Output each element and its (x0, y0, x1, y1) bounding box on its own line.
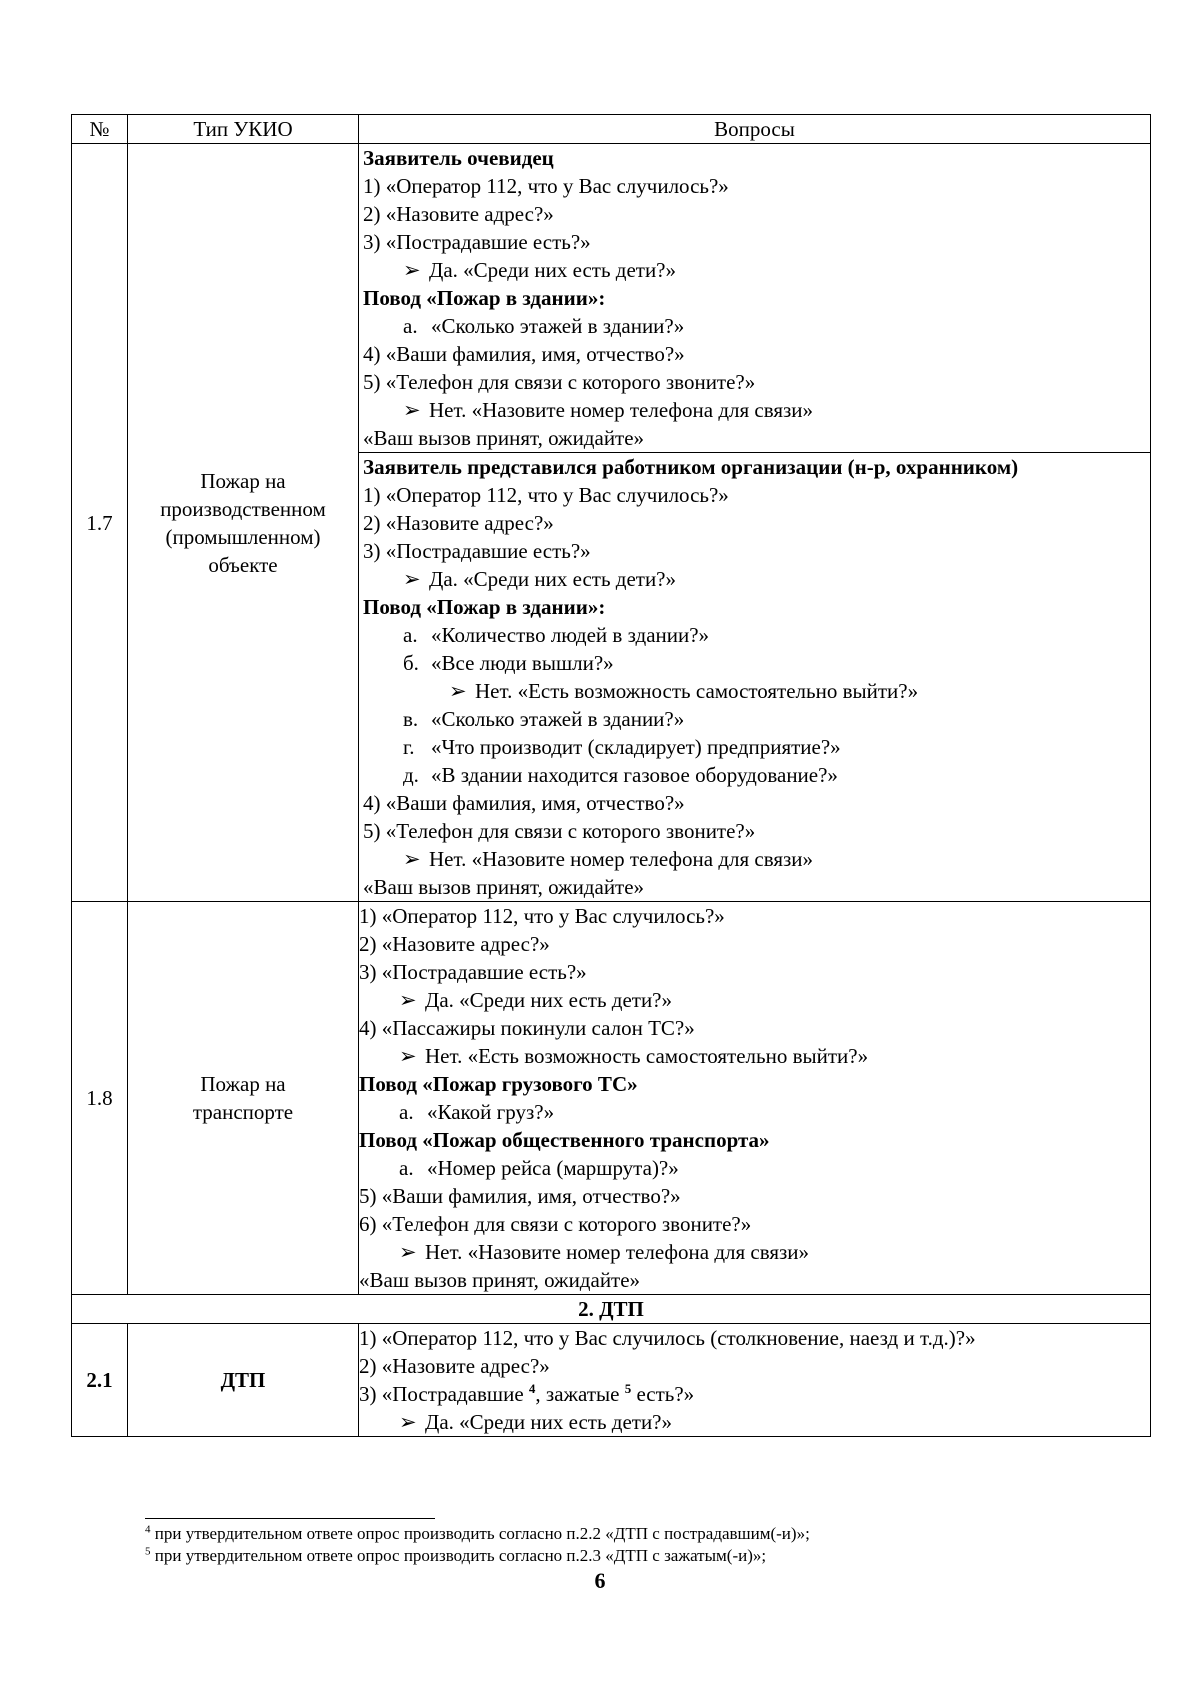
page-number: 6 (594, 1568, 606, 1593)
reason-question-line: в. «Сколько этажей в здании?» (403, 707, 685, 731)
arrow-bullet-icon: ➢ (403, 258, 421, 282)
question-line: 1) «Оператор 112, что у Вас случилось?» (363, 483, 729, 507)
row-type (128, 144, 359, 902)
row-type: ДТП (128, 1324, 359, 1437)
type-line: Пожар на (200, 468, 286, 493)
question-line: 3) «Пострадавшие $^4$, зажатые $^5$ есть?» (359, 1381, 695, 1406)
arrow-bullet-icon: ➢ (403, 847, 421, 871)
sub-answer-line: ➢ Нет. «Назовите номер телефона для связи» (399, 1240, 810, 1264)
row-number: 2.1 (72, 1324, 128, 1437)
sub-answer-line: ➢ Нет. «Назовите номер телефона для связи» (403, 398, 814, 422)
type-line: объекте (208, 552, 278, 577)
footnote-ref[interactable]: 5 (624, 1381, 632, 1396)
arrow-bullet-icon: ➢ (399, 1044, 417, 1068)
question-line: 4) «Пассажиры покинули салон ТС?» (359, 1016, 695, 1040)
question-line: 3) «Пострадавшие есть?» (363, 539, 591, 563)
row-number: 1.8 (72, 902, 128, 1295)
reason-question-line: а. «Номер рейса (маршрута)?» (399, 1156, 679, 1180)
scenario-heading: Заявитель представился работником организации (н-р, охранником) (363, 455, 1019, 479)
reason-question-line: а. «Какой груз?» (399, 1100, 555, 1124)
sub-answer-line: ➢ Нет. «Есть возможность самостоятельно выйти?» (449, 679, 919, 703)
question-line: 1) «Оператор 112, что у Вас случилось?» (363, 174, 729, 198)
row-type (128, 902, 359, 1295)
arrow-bullet-icon: ➢ (399, 1240, 417, 1264)
reason-question-line: г. «Что производит (складирует) предприятие?» (403, 735, 841, 759)
arrow-bullet-icon: ➢ (449, 679, 467, 703)
row-questions (359, 144, 1151, 902)
footnotes (145, 1523, 1145, 1567)
arrow-bullet-icon: ➢ (399, 1410, 417, 1434)
header-questions: Вопросы (359, 115, 1151, 144)
section-row (72, 1295, 1151, 1324)
header-type: Тип УКИО (128, 115, 359, 144)
question-line: 2) «Назовите адрес?» (363, 511, 554, 535)
questions-table (71, 114, 1151, 1437)
footnote-mark: 4 (145, 1523, 151, 1536)
question-line: 2) «Назовите адрес?» (359, 932, 550, 956)
section-title: 2. ДТП (72, 1295, 1151, 1324)
type-line: (промышленном) (165, 524, 321, 549)
row-questions (359, 1324, 1151, 1437)
sub-answer-line: ➢ Нет. «Назовите номер телефона для связи» (403, 847, 814, 871)
type-line: транспорте (192, 1100, 294, 1124)
reason-question-line: а. «Количество людей в здании?» (403, 623, 710, 647)
question-line: 6) «Телефон для связи с которого звоните?» (359, 1212, 752, 1236)
type-line: производственном (160, 496, 326, 521)
table-row-2-1 (72, 1324, 1151, 1437)
sub-answer-line: ➢ Да. «Среди них есть дети?» (403, 567, 677, 591)
question-line: 4) «Ваши фамилия, имя, отчество?» (363, 791, 685, 815)
question-line: 5) «Телефон для связи с которого звоните?» (363, 819, 756, 843)
scenario-employee (359, 453, 1150, 901)
table-row-1-8 (72, 902, 1151, 1295)
row-number: 1.7 (72, 144, 128, 902)
table-row-1-7 (72, 144, 1151, 902)
reason-heading: Повод «Пожар грузового ТС» (359, 1072, 638, 1096)
question-line: 4) «Ваши фамилия, имя, отчество?» (363, 342, 685, 366)
reason-question-line: б. «Все люди вышли?» (403, 651, 614, 675)
reason-heading: Повод «Пожар в здании»: (363, 286, 606, 310)
footnote-separator (145, 1518, 435, 1519)
footnote: $^4$ при утвердительном ответе опрос производить согласно п.2.2 «ДТП с пострадавшим(-и)»; (145, 1523, 810, 1543)
arrow-bullet-icon: ➢ (399, 988, 417, 1012)
header-number: № (72, 115, 128, 144)
sub-answer-line: ➢ Нет. «Есть возможность самостоятельно выйти?» (399, 1044, 869, 1068)
question-line: 1) «Оператор 112, что у Вас случилось?» (359, 904, 725, 928)
sub-answer-line: ➢ Да. «Среди них есть дети?» (399, 1410, 673, 1434)
row-questions (359, 902, 1151, 1295)
reason-heading: Повод «Пожар общественного транспорта» (359, 1128, 770, 1152)
question-line: 1) «Оператор 112, что у Вас случилось (столкновение, наезд и т.д.)?» (359, 1326, 976, 1350)
reason-question-line: д. «В здании находится газовое оборудование?» (403, 763, 838, 787)
sub-answer-line: ➢ Да. «Среди них есть дети?» (399, 988, 673, 1012)
footnote-mark: 5 (145, 1545, 151, 1558)
question-line: 5) «Телефон для связи с которого звоните?» (363, 370, 756, 394)
closing-line: «Ваш вызов принят, ожидайте» (363, 875, 645, 899)
closing-line: «Ваш вызов принят, ожидайте» (363, 426, 645, 450)
footnote-ref[interactable]: 4 (528, 1381, 536, 1396)
question-line: 2) «Назовите адрес?» (359, 1354, 550, 1378)
sub-answer-line: ➢ Да. «Среди них есть дети?» (403, 258, 677, 282)
type-line: Пожар на (200, 1072, 286, 1096)
question-line: 3) «Пострадавшие есть?» (363, 230, 591, 254)
arrow-bullet-icon: ➢ (403, 567, 421, 591)
scenario-heading: Заявитель очевидец (363, 146, 554, 170)
table-header-row (72, 115, 1151, 144)
question-line: 2) «Назовите адрес?» (363, 202, 554, 226)
question-line: 5) «Ваши фамилия, имя, отчество?» (359, 1184, 681, 1208)
reason-heading: Повод «Пожар в здании»: (363, 595, 606, 619)
arrow-bullet-icon: ➢ (403, 398, 421, 422)
footnote: $^5$ при утвердительном ответе опрос производить согласно п.2.3 «ДТП с зажатым(-и)»; (145, 1545, 767, 1565)
reason-question-line: а. «Сколько этажей в здании?» (403, 314, 685, 338)
question-line: 3) «Пострадавшие есть?» (359, 960, 587, 984)
closing-line: «Ваш вызов принят, ожидайте» (359, 1268, 641, 1292)
scenario-eyewitness (359, 144, 1150, 453)
